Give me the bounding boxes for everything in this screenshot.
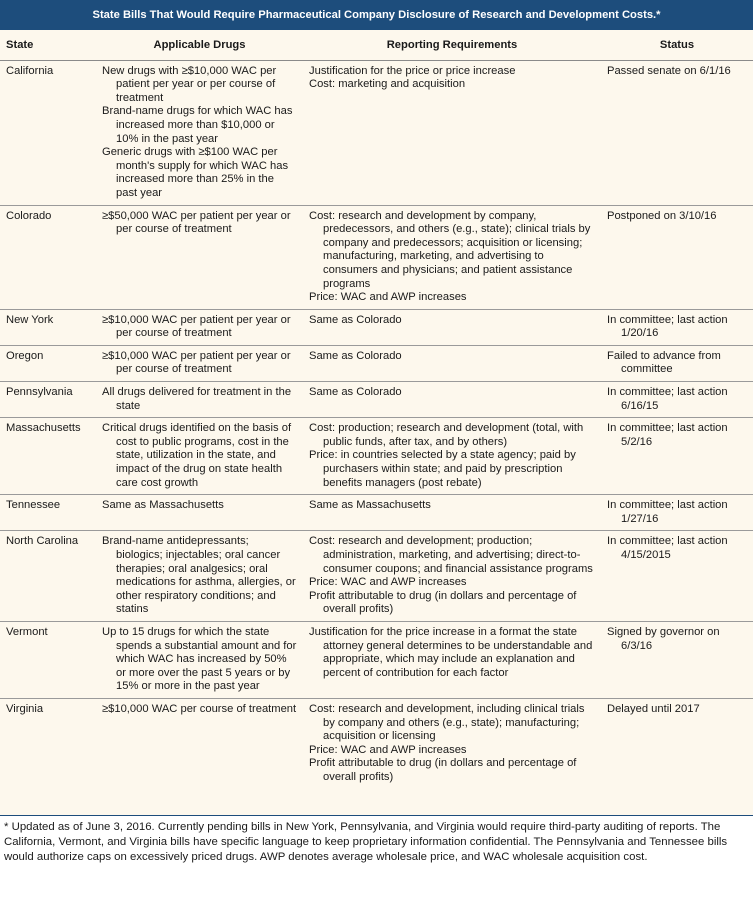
requirement-item: Justification for the price or price increase — [309, 64, 516, 77]
requirement-item: Price: WAC and AWP increases — [309, 743, 467, 756]
table-row — [0, 382, 753, 418]
requirement-item: Same as Colorado — [309, 313, 402, 326]
requirement-item: Profit attributable to drug (in dollars and percentage of overall profits) — [309, 589, 577, 616]
table-title: State Bills That Would Require Pharmaceutical Company Disclosure of Research and Development Costs.* — [0, 0, 753, 30]
cell-drugs — [96, 495, 303, 531]
cell-drugs — [96, 418, 303, 495]
requirement-item: Cost: marketing and acquisition — [309, 78, 466, 91]
cell-drugs — [96, 205, 303, 309]
status-text: In committee; last action 6/16/15 — [607, 386, 728, 412]
cell-requirements — [303, 60, 601, 205]
cell-state: Oregon — [0, 345, 96, 381]
cell-drugs — [96, 60, 303, 205]
requirement-item: Profit attributable to drug (in dollars and percentage of overall profits) — [309, 757, 577, 783]
status-text: Signed by governor on 6/3/16 — [607, 625, 720, 652]
cell-drugs — [96, 531, 303, 622]
cell-requirements — [303, 205, 601, 309]
bills-table — [0, 30, 753, 789]
header-drugs: Applicable Drugs — [96, 30, 303, 60]
cell-status — [601, 205, 753, 309]
table-row — [0, 205, 753, 309]
requirement-item: Justification for the price increase in a format the state attorney general determines to be understandable and appropriate, which may include an explanation and percent of contribution for each factor — [309, 625, 593, 679]
cell-requirements — [303, 621, 601, 698]
cell-requirements — [303, 345, 601, 381]
cell-requirements — [303, 495, 601, 531]
status-text: In committee; last action 1/20/16 — [607, 313, 728, 340]
drug-criterion: ≥$10,000 WAC per course of treatment — [102, 702, 297, 715]
cell-status — [601, 495, 753, 531]
status-text: In committee; last action 1/27/16 — [607, 499, 728, 525]
cell-requirements — [303, 309, 601, 345]
requirement-item: Same as Colorado — [309, 386, 402, 399]
drug-criterion: Brand-name drugs for which WAC has increased more than $10,000 or 10% in the past year — [102, 105, 293, 145]
requirement-item: Cost: research and development, including clinical trials by company and others (e.g., state); manufacturing; acquisition or licensing — [309, 702, 585, 743]
drug-criterion: Same as Massachusetts — [102, 499, 224, 512]
table-row — [0, 418, 753, 495]
status-text: Failed to advance from committee — [607, 349, 721, 376]
cell-status — [601, 60, 753, 205]
cell-requirements — [303, 531, 601, 622]
table-row — [0, 531, 753, 622]
cell-status — [601, 621, 753, 698]
drug-criterion: Critical drugs identified on the basis of cost to public programs, cost in the state, utilization in the state, and impact of the drug on state health care cost growth — [102, 422, 292, 489]
header-requirements: Reporting Requirements — [303, 30, 601, 60]
requirement-item: Same as Massachusetts — [309, 499, 431, 512]
cell-state: Tennessee — [0, 495, 96, 531]
drug-criterion: ≥$50,000 WAC per patient per year or per course of treatment — [102, 209, 291, 236]
status-text: Delayed until 2017 — [607, 702, 700, 715]
cell-state: Massachusetts — [0, 418, 96, 495]
cell-state: North Carolina — [0, 531, 96, 622]
cell-status — [601, 418, 753, 495]
status-text: Postponed on 3/10/16 — [607, 209, 717, 222]
cell-drugs — [96, 382, 303, 418]
table-container — [0, 30, 753, 816]
requirement-item: Cost: research and development by company, predecessors, and others (e.g., state); clinical trials by company and predecessors; acquisition or licensing; manufacturing, marketing, and advertising to consumers and physicians; and patient assistance programs — [309, 209, 591, 290]
table-row — [0, 698, 753, 788]
cell-drugs — [96, 698, 303, 788]
drug-criterion: All drugs delivered for treatment in the state — [102, 386, 292, 412]
cell-state: Virginia — [6, 702, 44, 715]
table-row — [0, 345, 753, 381]
header-status: Status — [601, 30, 753, 60]
drug-criterion: Generic drugs with ≥$100 WAC per month's supply for which WAC has increased more than 25% in the past year — [102, 146, 289, 199]
status-text: In committee; last action 4/15/2015 — [607, 535, 728, 561]
requirement-item: Price: WAC and AWP increases — [309, 576, 467, 589]
cell-drugs — [96, 309, 303, 345]
cell-requirements — [303, 382, 601, 418]
cell-status — [601, 531, 753, 622]
table-body — [0, 60, 753, 788]
status-text: Passed senate on 6/1/16 — [607, 64, 731, 77]
cell-drugs — [96, 621, 303, 698]
drug-criterion: New drugs with ≥$10,000 WAC per patient per year or per course of treatment — [102, 64, 277, 104]
table-row — [0, 60, 753, 205]
drug-criterion: Brand-name antidepressants; biologics; injectables; oral cancer therapies; oral analgesics; oral medications for asthma, allergies, or other respiratory conditions; and statins — [102, 535, 296, 616]
drug-criterion: ≥$10,000 WAC per patient per year or per course of treatment — [102, 313, 291, 340]
cell-status — [601, 382, 753, 418]
footnote: * Updated as of June 3, 2016. Currently pending bills in New York, Pennsylvania, and Virginia would require third-party auditing of reports. The California, Vermont, and Virginia bills have specific language to keep proprietary information confidential. The Pennsylvania and Tennessee bills would authorize caps on excessively priced drugs. AWP denotes average wholesale price, and WAC wholesale acquisition cost. — [4, 821, 728, 863]
drug-criterion: ≥$10,000 WAC per patient per year or per course of treatment — [102, 349, 291, 376]
cell-status — [601, 698, 753, 788]
status-text: In committee; last action 5/2/16 — [607, 422, 728, 448]
cell-status — [601, 309, 753, 345]
requirement-item: Cost: research and development; production; administration, marketing, and advertising; direct-to-consumer coupons; and financial assistance programs — [309, 535, 593, 575]
requirement-item: Price: in countries selected by a state agency; paid by purchasers within state; and paid by prescription benefits managers (post rebate) — [309, 449, 576, 489]
requirement-item: Price: WAC and AWP increases — [309, 291, 467, 304]
cell-status — [601, 345, 753, 381]
table-row — [0, 621, 753, 698]
cell-state: Pennsylvania — [0, 382, 96, 418]
cell-drugs — [96, 345, 303, 381]
drug-criterion: Up to 15 drugs for which the state spends a substantial amount and for which WAC has increased by 50% or more over the past 5 years or by 15% or more in the past year — [102, 625, 297, 693]
table-row — [0, 495, 753, 531]
requirement-item: Same as Colorado — [309, 349, 402, 362]
header-state: State — [0, 30, 96, 60]
cell-requirements — [303, 418, 601, 495]
table-row — [0, 309, 753, 345]
cell-requirements — [303, 698, 601, 788]
requirement-item: Cost: production; research and development (total, with public funds, after tax, and by others) — [309, 422, 584, 448]
cell-state: California — [0, 60, 96, 205]
header-row — [0, 30, 753, 60]
cell-state: New York — [0, 309, 96, 345]
cell-state: Colorado — [0, 205, 96, 309]
cell-state: Vermont — [0, 621, 96, 698]
